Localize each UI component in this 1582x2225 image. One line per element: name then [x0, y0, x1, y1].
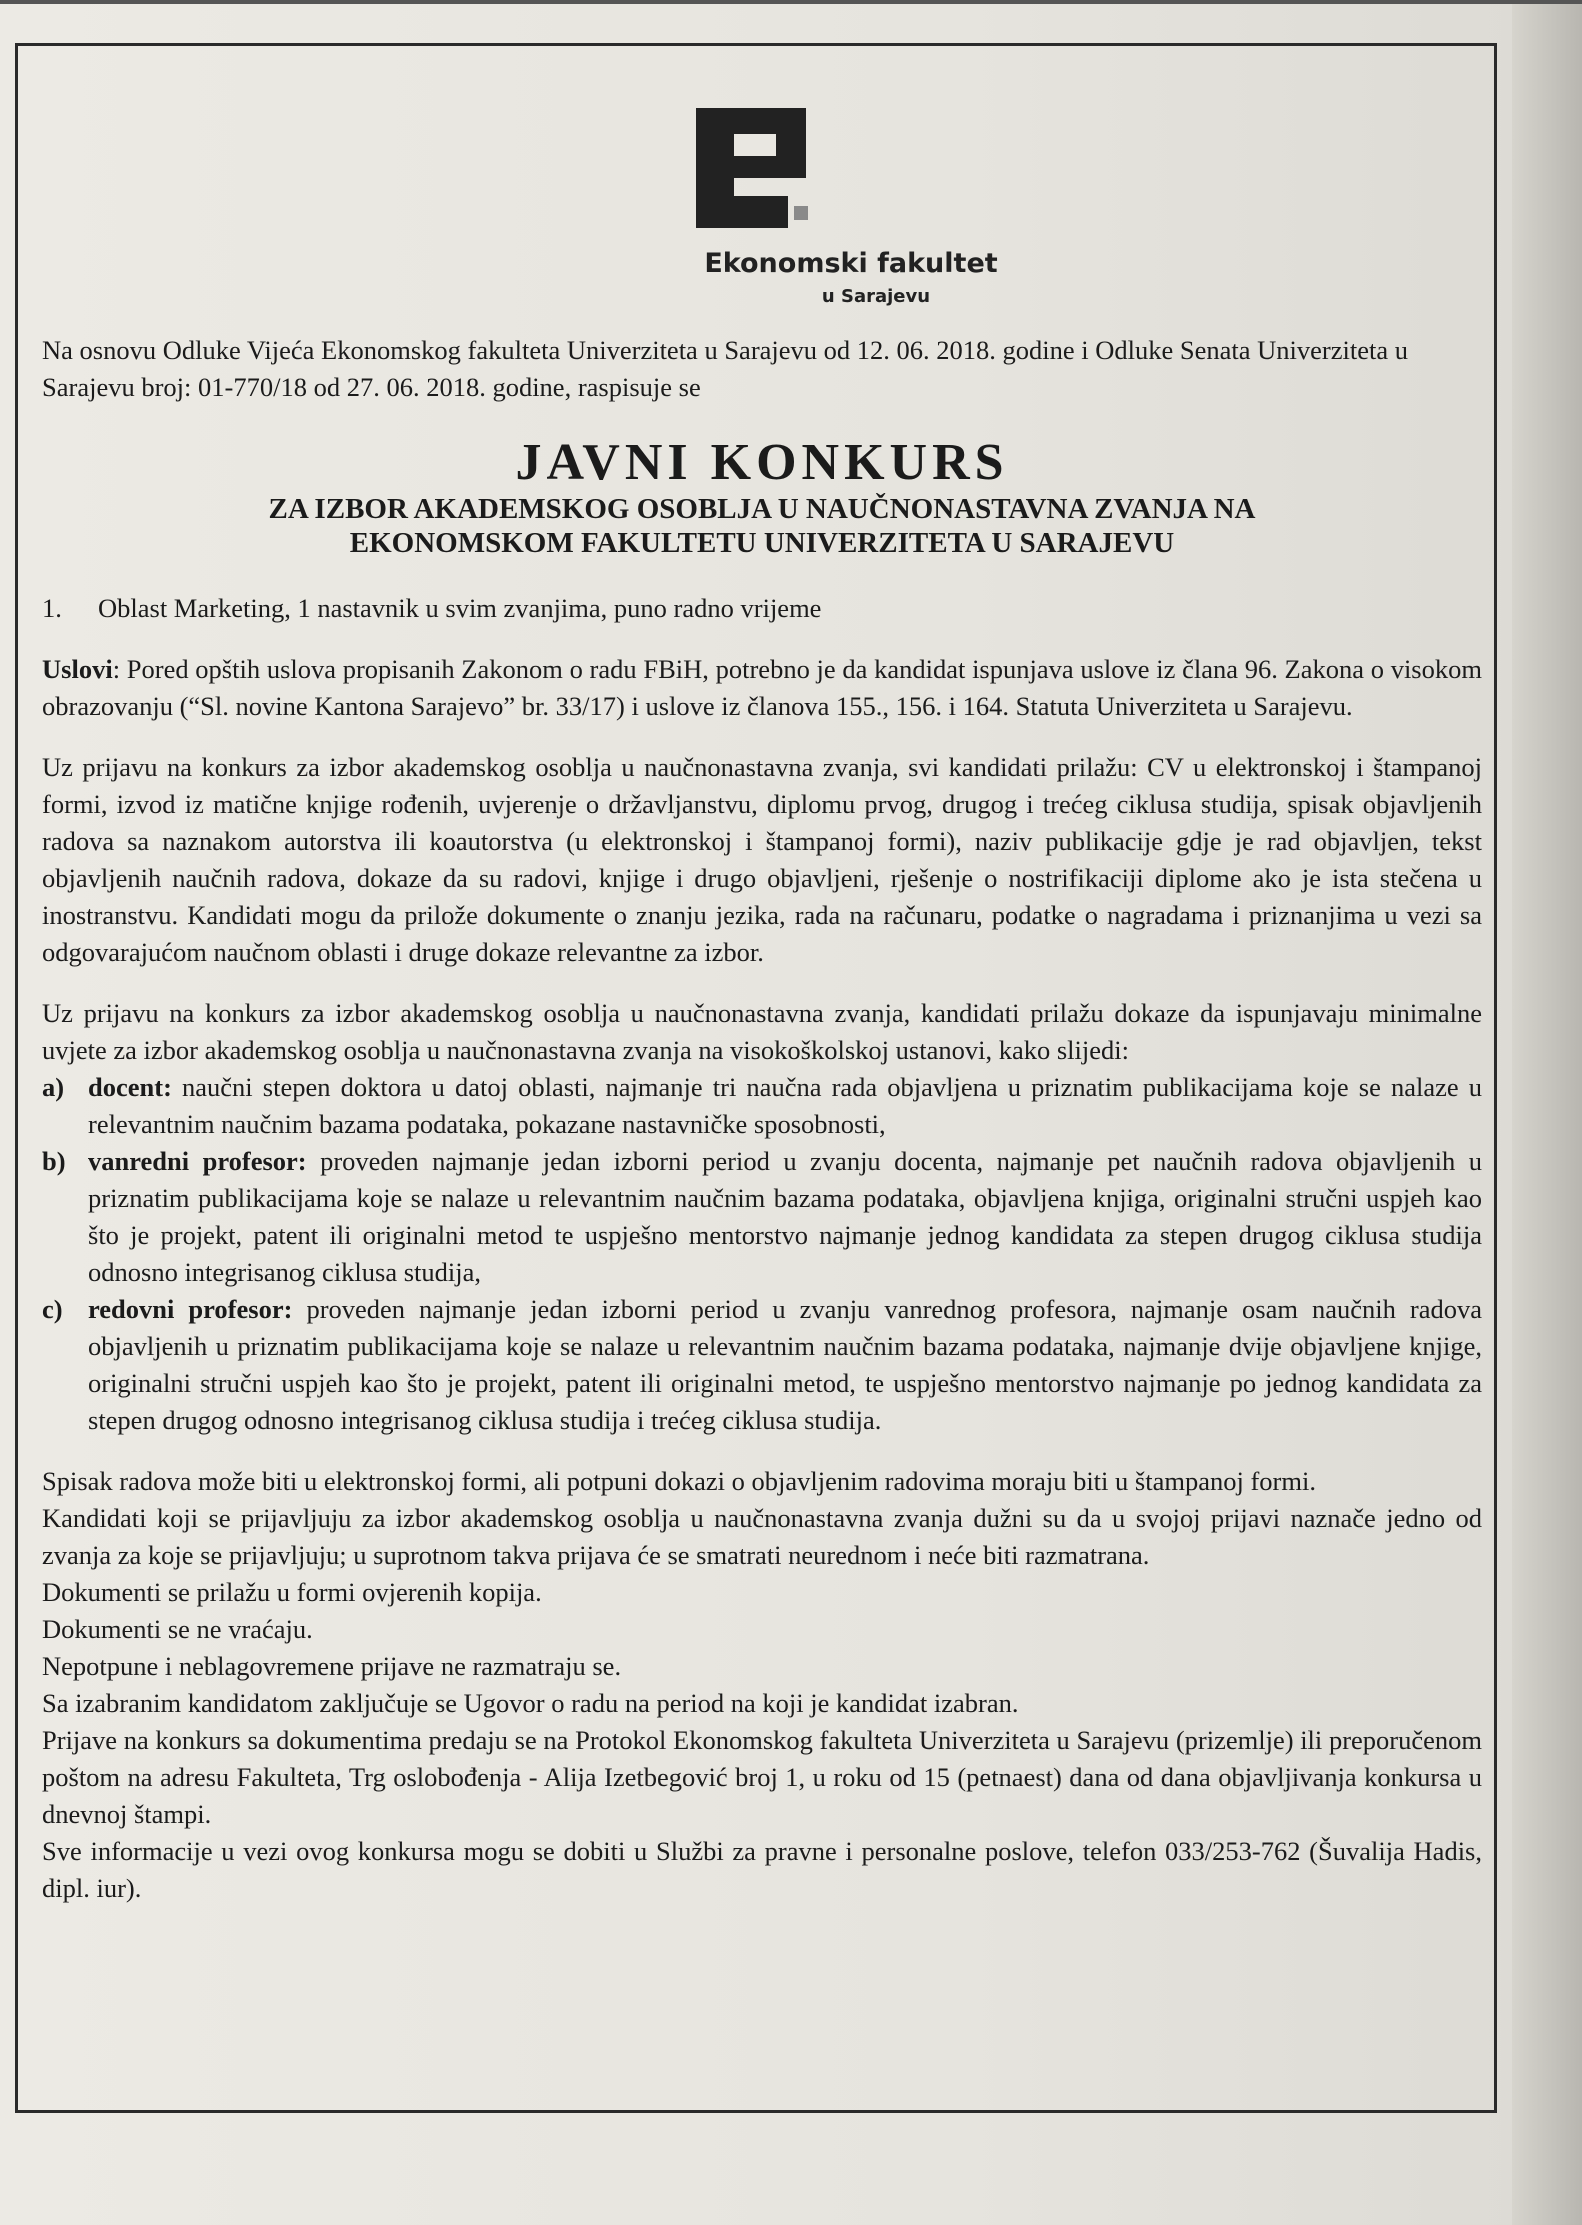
final-note: Dokumenti se ne vraćaju.	[42, 1614, 313, 1644]
subtitle-line-1: ZA IZBOR AKADEMSKOG OSOBLJA U NAUČNONASTAVNA ZVANJA NA	[268, 493, 1256, 525]
list-item	[42, 1069, 1482, 1143]
position-number: 1.	[42, 593, 62, 623]
conditions-text: : Pored opštih uslova propisanih Zakonom o radu FBiH, potrebno je da kandidat ispunjava uslove iz člana 96. Zakona o visokom obrazovanju (“Sl. novine Kantona Sarajevo” br. 33/17) i uslove iz članova 155., 156. i 164. Statuta Univerziteta u Sarajevu.	[42, 654, 1482, 721]
page-edge-shadow	[1512, 0, 1582, 2225]
rank-description: proveden najmanje jedan izborni period u zvanju docenta, najmanje pet naučnih radova objavljenih u priznatim publikacijama koje se nalaze u relevantnim naučnim bazama podataka, objavljena knjiga, originalni stručni uspjeh kao što je projekt, patent ili originalni metod te uspješno mentorstvo najmanje jednog kandidata za stepen drugog ciklusa studija odnosno integrisanog ciklusa studija,	[88, 1146, 1482, 1287]
conditions-label: Uslovi	[42, 654, 113, 684]
faculty-logo-icon	[696, 108, 818, 228]
final-note: Dokumenti se prilažu u formi ovjerenih kopija.	[42, 1577, 542, 1607]
final-note: Sa izabranim kandidatom zaključuje se Ugovor o radu na period na koji je kandidat izabran.	[42, 1688, 1019, 1718]
rank-term: vanredni profesor:	[88, 1146, 307, 1176]
page-title: JAVNI KONKURS	[515, 434, 1009, 491]
final-note: Kandidati koji se prijavljuju za izbor akademskog osoblja u naučnonastavna zvanja dužni su da u svojoj prijavi naznače jedno od zvanja za koje se prijavljuju; u suprotnom takva prijava će se smatrati neurednom i neće biti razmatrana.	[42, 1503, 1482, 1570]
final-note: Prijave na konkurs sa dokumentima predaju se na Protokol Ekonomskog fakulteta Univerziteta u Sarajevu (prizemlje) ili preporučenom poštom na adresu Fakulteta, Trg oslobođenja - Alija Izetbegović broj 1, u roku od 15 (petnaest) dana od dana objavljivanja konkursa u dnevnoj štampi.	[42, 1725, 1482, 1829]
rank-term: redovni profesor:	[88, 1294, 293, 1324]
documents-paragraph: Uz prijavu na konkurs za izbor akademskog osoblja u naučnonastavna zvanja, svi kandidati prilažu: CV u elektronskoj i štampanoj formi, izvod iz matične knjige rođenih, uvjerenje o državljanstvu, diplomu prvog, drugog i trećeg ciklusa studija, spisak objavljenih radova sa naznakom autorstva ili koautorstva (u elektronskoj i štampanoj formi), naziv publikacije gdje je rad objavljen, tekst objavljenih naučnih radova, dokaze da su radovi, knjige i drugo objavljeni, rješenje o nostrifikaciji diplome ako je ista stečena u inostranstvu. Kandidati mogu da prilože dokumente o znanju jezika, rada na računaru, podatke o nagradama i priznanjima u vezi sa odgovarajućom naučnom oblasti i druge dokaze relevantne za izbor.	[42, 752, 1482, 967]
final-note: Spisak radova može biti u elektronskoj formi, ali potpuni dokazi o objavljenim radovima moraju biti u štampanoj formi.	[42, 1466, 1316, 1496]
list-item	[42, 1291, 1482, 1439]
list-item-key: c)	[42, 1294, 63, 1324]
rank-term: docent:	[88, 1072, 172, 1102]
rank-description: naučni stepen doktora u datoj oblasti, najmanje tri naučna rada objavljena u priznatim publikacijama koje se nalaze u relevantnim naučnim bazama podataka, pokazane nastavničke sposobnosti,	[88, 1072, 1482, 1139]
minimal-requirements-intro: Uz prijavu na konkurs za izbor akademskog osoblja u naučnonastavna zvanja, kandidati prilažu dokaze da ispunjavaju minimalne uvjete za izbor akademskog osoblja u naučnonastavna zvanja na visokoškolskoj ustanovi, kako slijedi:	[42, 998, 1482, 1065]
position-text: Oblast Marketing, 1 nastavnik u svim zvanjima, puno radno vrijeme	[98, 593, 822, 623]
faculty-location: u Sarajevu	[821, 286, 931, 307]
intro-paragraph: Na osnovu Odluke Vijeća Ekonomskog fakulteta Univerziteta u Sarajevu od 12. 06. 2018. godine i Odluke Senata Univerziteta u Sarajevu broj: 01-770/18 od 27. 06. 2018. godine, raspisuje se	[42, 335, 1409, 402]
position-item	[42, 590, 1482, 627]
list-item	[42, 1143, 1482, 1291]
final-notes	[42, 1463, 1482, 1907]
subtitle-line-2: EKONOMSKOM FAKULTETU UNIVERZITETA U SARAJEVU	[349, 527, 1175, 559]
list-item-key: a)	[42, 1072, 65, 1102]
final-note: Nepotpune i neblagovremene prijave ne razmatraju se.	[42, 1651, 622, 1681]
rank-description: proveden najmanje jedan izborni period u zvanju vanrednog profesora, najmanje osam naučnih radova objavljenih u priznatim publikacijama koje se nalaze u relevantnim naučnim bazama podataka, najmanje dvije objavljene knjige, originalni stručni uspjeh kao što je projekt, patent ili originalni metod, te uspješno mentorstvo najmanje po jednog kandidata za stepen drugog odnosno integrisanog ciklusa studija i trećeg ciklusa studija.	[88, 1294, 1482, 1435]
final-note: Sve informacije u vezi ovog konkursa mogu se dobiti u Službi za pravne i personalne poslove, telefon 033/253-762 (Šuvalija Hadis, dipl. iur).	[42, 1836, 1482, 1903]
advertisement-content	[42, 332, 1482, 1907]
ranks-list	[42, 1069, 1482, 1439]
list-item-key: b)	[42, 1146, 66, 1176]
conditions-paragraph	[42, 651, 1482, 725]
top-rule	[0, 0, 1582, 4]
faculty-name: Ekonomski fakultet	[704, 248, 998, 279]
